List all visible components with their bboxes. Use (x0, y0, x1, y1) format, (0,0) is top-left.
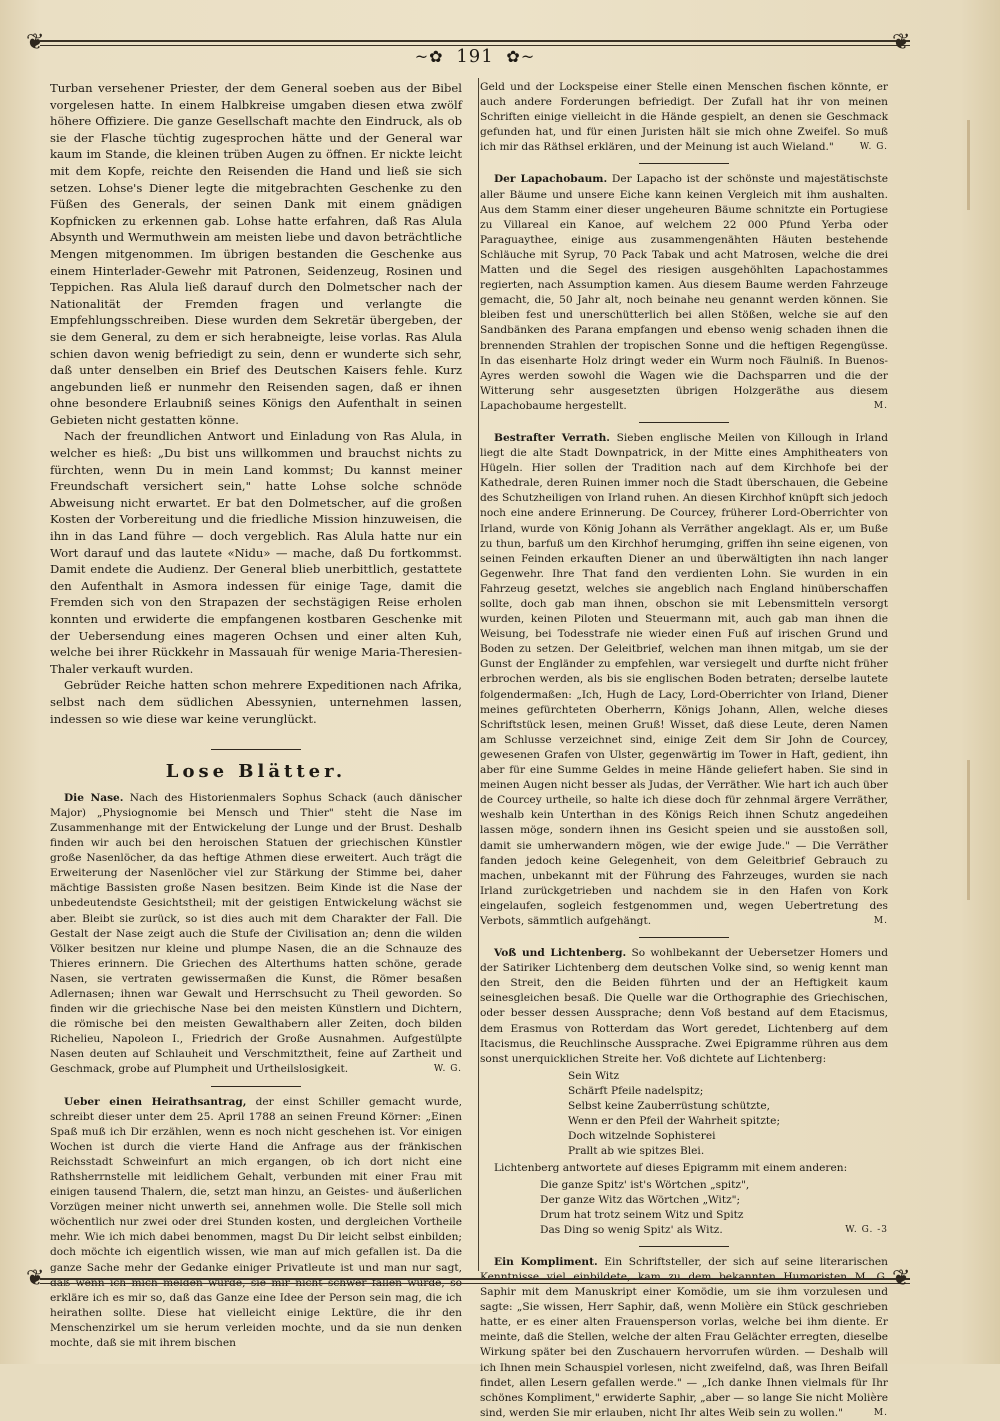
verse-line: Schärft Pfeile nadelspitz; (568, 1084, 704, 1097)
item-signature: W. G. (859, 142, 888, 153)
verse-line: Selbst keine Zauberrüstung schützte, (568, 1099, 771, 1112)
item-voss-lichtenberg (480, 946, 888, 1067)
epigram-lichtenberg (540, 1178, 888, 1238)
item-separator (639, 1246, 729, 1247)
item-lapachobaum (480, 172, 888, 414)
verse-line: Prallt ab wie spitzes Blei. (568, 1144, 705, 1157)
epigram-voss (568, 1069, 888, 1159)
article-paragraph: Gebrüder Reiche hatten schon mehrere Expeditionen nach Afrika, selbst nach dem südlichen Abessynien, unternehmen lassen, indessen so wie diese war keine verunglückt. (50, 678, 462, 726)
item-signature: M. (873, 1407, 888, 1418)
item-lead: Der Lapachobaum. (494, 173, 608, 186)
item-text: Sieben englische Meilen von Killough in Irland liegt die alte Stadt Downpatrick, in der Mitte eines Amphitheaters von Hügeln. Hier sollen der Tradition nach auf dem Kirchhofe bei der Kathedrale, deren Ruinen immer noch die Stadt überschauen, die Gebeine des Schutzheiligen von Irland ruhen. An diesen Kirchhof knüpft sich jedoch noch eine andere Erinnerung. De Courcey, früherer Lord-Oberrichter von Irland, wurde von König Johann als Verräther angeklagt. Als er, um Buße zu thun, barfuß um den Kirchhof herumging, griffen ihn seine eigenen, von seinen Feinden erkauften Diener an und überwältigten ihn nach langer Gegenwehr. Ihre That fand den verdienten Lohn. Sie wurden in ein Fahrzeug gesetzt, welches sie angeblich nach England hinüberschaffen sollte, doch gab man ihnen, obschon sie mit Lebensmitteln versorgt wurden, keinen Piloten und Steuermann mit, auch gab man ihnen die Weisung, bei Todesstrafe nie wieder einen Fuß auf irischen Grund und Boden zu setzen. Der Geleitbrief, welchen man ihnen mitgab, um sie der Gunst der Engländer zu empfehlen, war versiegelt und durfte nicht früher erbrochen werden, als bis sie englischen Boden betraten; derselbe lautete folgendermaßen: „Ich, Hugh de Lacy, Lord-Oberrichter von Irland, Diener meines gefürchteten Oberherrn, Königs Johann, Allen, welche dieses Schriftstück lesen, meinen Gruß! Wisset, daß diese Leute, deren Namen am Schlusse verzeichnet sind, einige Zeit dem Sir John de Courcey, gewesenen Grafen von Ulster, gegenwärtig im Tower in Haft, gedient, ihn aber für eine Summe Geldes in meine Hände geliefert haben. Sie sind in meinen Augen nicht besser als Judas, der Verräther. Wie hart ich auch über de Courcey urtheile, so halte ich diese doch für zehnmal ärgere Verräther, weshalb kein Unterthan in des Königs Reich ihnen Schutz angedeihen lassen möge, sondern ihnen ins Gesicht speien und sie ausstoßen soll, damit sie umherwandern mögen, wie der ewige Jude." — Die Verräther fanden jedoch keine Gelegenheit, von dem Geleitbrief Gebrauch zu machen, unbekannt mit der Führung des Fahrzeuges, wurden sie nach Irland zurückgetrieben und nachdem sie in den Hafen von Kork eingelaufen, sogleich festgenommen und, wegen Uebertretung des Verbots, sämmtlich aufgehängt. (480, 431, 888, 927)
item-lead: Ein Kompliment. (494, 1255, 598, 1268)
epigram-reply-intro: Lichtenberg antwortete auf dieses Epigramm mit einem anderen: (494, 1161, 848, 1174)
item-text: Ein Schriftsteller, der sich auf seine literarischen Kenntnisse viel einbildete, kam zu dem bekannten Humoristen M. G. Saphir mit dem Manuskript einer Komödie, um sie ihm vorzulesen und sagte: „Sie wissen, Herr Saphir, daß, wenn Molière ein Stück geschrieben hatte, er es einer alten Frauensperson vorlas, welche bei ihm diente. Er meinte, daß die Stellen, welche der alten Frau Gelächter erregten, dieselbe Wirkung später bei den Zuschauern hervorrufen würden. — Deshalb will ich Ihnen mein Schauspiel vorlesen, nicht zweifelnd, daß, was Ihren Beifall findet, allen Lesern gefallen werde." — „Ich danke Ihnen vielmals für Ihr schönes Kompliment," erwiderte Saphir, „aber — so lange Sie nicht Molière sind, werden Sie mir erlauben, nicht Ihr altes Weib sein zu wollen." (480, 1255, 888, 1419)
item-separator (639, 937, 729, 938)
page-edge-stain (967, 120, 970, 210)
item-text: der einst Schiller gemacht wurde, schreibt dieser unter dem 25. April 1788 an seinen Freund Körner: „Einen Spaß muß ich Dir erzählen, wenn es noch nicht geschehen ist. Vor einigen Wochen ist durch die vierte Hand die Anfrage aus der fränkischen Reichsstadt Schweinfurt an mich ergangen, ob ich dort nicht eine Rathsherrnstelle mit leidlichem Gehalt, verbunden mit einer Frau mit einigen tausend Thalern, die, setzt man hinzu, an Geistes- und äußerlichen Vorzügen meiner nicht unwerth sei, annehmen wolle. Die Stelle soll mich wöchentlich nur zwei oder drei Stunden kosten, und dergleichen Vortheile mehr. Wie ich mich dabei benommen, magst Du Dir leicht selbst einbilden; doch möchte ich eigentlich wissen, wie man auf mich gefallen ist. Da die ganze Sache mehr der Gedanke einiger Privatleute ist und man nur sagt, daß wenn ich mich melden würde, sie mir nicht schwer fallen würde, so erkläre ich es mir so, daß das Ganze eine Idee der Person sein mag, die ich heirathen sollte. Diese hat vielleicht einige Lektüre, die ihr den Menschenzirkel um sie herum verleiden mochte, und da sie nun denken mochte, daß sie mit ihrem bischen (50, 1095, 462, 1350)
item-lead: Voß und Lichtenberg. (494, 947, 627, 960)
column-divider (478, 78, 479, 1271)
item-bestrafter-verrath (480, 431, 888, 929)
verse-line: Der ganze Witz das Wörtchen „Witz"; (540, 1193, 741, 1206)
article-paragraph: Nach der freundlichen Antwort und Einladung von Ras Alula, in welcher es hieß: „Du bist uns willkommen und brauchst nichts zu fürchten, wenn Du in mein Land kommst; Du kannst meiner Freundschaft versichert sein," hatte Lohse solche schnöde Abweisung nicht erwartet. Er bat den Dolmetscher, auf die großen Kosten der Vorbereitung und die friedliche Mission hinzuweisen, die ihn in das Land führe — doch vergeblich. Ras Alula hatte nur ein Wort darauf und das lautete «Nidu» — mache, daß Du fortkommst. Damit endete die Audienz. Der General blieb unerbittlich, gestattete den Aufenthalt in Asmora indessen für einige Tage, damit die Fremden sich von den Strapazen der sechstägigen Reise erholen konnten und erwiderte die empfangenen kostbaren Geschenke mit der Uebersendung eines mageren Ochsen und einer alten Kuh, welche bei ihrer Rückkehr in Massauah für wenige Maria-Theresien-Thaler verkauft wurden. (50, 429, 462, 676)
item-separator (211, 1086, 301, 1087)
item-separator (639, 163, 729, 164)
item-lead: Die Nase. (64, 791, 124, 804)
item-signature: M. (873, 915, 888, 926)
item-text: Geld und der Lockspeise einer Stelle einen Menschen fischen könnte, er auch andere Forderungen befriedigt. Der Zufall hat ihr von meinen Schriften einige vielleicht in die Hände gespielt, an denen sie Geschmack gefunden hat, und für einen Juristen hält sie mich ohne Zweifel. So muß ich mir das Räthsel erklären, und der Meinung ist auch Wieland." (480, 81, 888, 154)
verse-line: Sein Witz (568, 1069, 620, 1082)
item-text: So wohlbekannt der Uebersetzer Homers und der Satiriker Lichtenberg dem deutschen Volke sind, so wenig kennt man den Streit, den die Beiden führten und der an Heftigkeit kaum seinesgleichen besaß. Die Quelle war die Orthographie des Griechischen, oder besser dessen Aussprache; denn Voß bestand auf dem Etacismus, dem Erasmus von Rotterdam das Wort geredet, Lichtenberg auf dem Itacismus, die Reuchlinsche Aussprache. Zwei Epigramme rühren aus dem sonst unerquicklichen Streite her. Voß dichtete auf Lichtenberg: (480, 947, 888, 1065)
item-heirathsantrag-continued (480, 80, 888, 155)
page-header (40, 46, 910, 67)
item-lead: Bestrafter Verrath. (494, 431, 610, 444)
corner-ornament-top-left: ❦ (26, 30, 45, 55)
item-lead: Ueber einen Heirathsantrag, (64, 1095, 247, 1108)
item-heirathsantrag (50, 1095, 462, 1352)
item-signature: M. (873, 400, 888, 411)
right-column (480, 80, 888, 1419)
section-separator (211, 749, 301, 750)
verse-line: Wenn er den Pfeil der Wahrheit spitzte; (568, 1114, 781, 1127)
verse-line: Die ganze Spitz' ist's Wörtchen „spitz", (540, 1178, 750, 1191)
corner-ornament-top-right: ❦ (892, 30, 911, 55)
section-title: Lose Blätter. (165, 761, 347, 783)
page-number: 191 (456, 46, 494, 67)
corner-ornament-bottom-right: ❦ (892, 1266, 911, 1291)
verse-line: Drum hat trotz seinem Witz und Spitz (540, 1208, 744, 1221)
item-nase (50, 791, 462, 1078)
header-swash-right: ✿~ (506, 47, 536, 66)
article-paragraph: Turban versehener Priester, der dem General soeben aus der Bibel vorgelesen hatte. In einem Halbkreise umgaben diesen etwa zwölf höhere Offiziere. Die ganze Gesellschaft machte den Eindruck, als ob sie der Flasche tüchtig zugesprochen hätte und der General war kaum im Stande, die kleinen trüben Augen zu öffnen. Er nickte leicht mit dem Kopfe, reichte den Reisenden die Hand und ließ sie sich setzen. Lohse's Diener legte die mitgebrachten Geschenke zu den Füßen des Generals, der seinen Dank mit einem gnädigen Kopfnicken zu erkennen gab. Lohse hatte erfahren, daß Ras Alula Absynth und Wermuthwein am meisten liebe und davon beträchtliche Mengen mitgenommen. Im übrigen bestanden die Geschenke aus einem Hinterlader-Gewehr mit Patronen, Seidenzeug, Rosinen und Teppichen. Ras Alula ließ darauf durch den Dolmetscher nach der Nationalität der Fremden fragen und verlangte die Empfehlungsschreiben. Diese wurden dem Sekretär übergeben, der sie dem General, zu dem er sich herabneigte, leise vorlas. Ras Alula schien davon wenig befriedigt zu sein, denn er wunderte sich sehr, daß unter denselben ein Brief des Deutschen Kaisers fehle. Kurz angebunden ließ er nunmehr den Reisenden sagen, daß er ihnen ohne besondere Erlaubniß seines Königs den Aufenthalt in seinen Gebieten nicht gestatten könne. (50, 81, 462, 427)
header-swash-left: ~✿ (414, 47, 444, 66)
left-column (50, 80, 462, 1350)
page-edge-stain (967, 760, 970, 900)
item-separator (639, 422, 729, 423)
bottom-border-rule (40, 1278, 910, 1284)
item-signature: W. G. -3 (845, 1224, 888, 1235)
verse-line: Das Ding so wenig Spitz' als Witz. W. G. -3 (540, 1223, 888, 1236)
item-text: Der Lapacho ist der schönste und majestätischste aller Bäume und unsere Eiche kann keinen Vergleich mit ihm aushalten. Aus dem Stamm einer dieser ungeheuren Bäume schnitzte ein Portugiese zu Villareal ein Kanoe, auf welchem 22 000 Pfund Yerba oder Paraguaythee, einige aus zusammengenähten Häuten bestehende Schläuche mit Syrup, 70 Pack Tabak und acht Matrosen, welche die drei Matten und die Segel des riesigen ausgehöhlten Lapachostammes regierten, nach Assumption kamen. Aus diesem Baume werden Fahrzeuge gemacht, die, 50 Jahr alt, noch beinahe neu genannt werden können. Sie bleiben fest und unerschütterlich bei allen Stößen, welche sie auf den Sandbänken des Parana empfangen und ebenso wenig schaden ihnen die brennenden Strahlen der tropischen Sonne und die heftigen Regengüsse. In das eisenharte Holz dringt weder ein Wurm noch Fäulniß. In Buenos-Ayres werden sowohl die Wagen wie die Dachsparren und die der Witterung sehr ausgesetzten übrigen Holzgeräthe aus diesem Lapachobaume hergestellt. (480, 173, 888, 412)
item-signature: W. G. (433, 1064, 462, 1075)
item-text: Nach des Historienmalers Sophus Schack (auch dänischer Major) „Physiognomie bei Mensch und Thier" steht die Nase im Zusammenhange mit der Entwickelung der Lunge und der Brust. Deshalb finden wir auch bei den heroischen Statuen der griechischen Künstler große Nasenlöcher, da das heftige Athmen diese erweitert. Auch trägt die Erweiterung der Nasenlöcher viel zur Stärkung der Stimme bei, daher mächtige Bassisten große Nasen besitzen. Beim Kinde ist die Nase der unbedeutendste Gesichtstheil; mit der geistigen Entwickelung wächst sie aber. Bleibt sie zurück, so ist dies auch mit dem Charakter der Fall. Die Gestalt der Nase zeigt auch die Stufe der Civilisation an; denn die wilden Völker besitzen nur kleine und plumpe Nasen, die an die Schnauze des Thieres erinnern. Die Griechen des Alterthums hatten schöne, gerade Nasen, sie vertraten gewissermaßen die Kunst, die Römer besaßen Adlernasen; ihnen war Gewalt und Herrschsucht zu Theil geworden. So finden wir die griechische Nase bei den meisten Künstlern und Dichtern, die römische bei den meisten Gewalthabern aller Zeiten, doch bilden Richelieu, Napoleon I., Friedrich der Große Ausnahmen. Aufgestülpte Nasen deuten auf Schlauheit und Verschmitztheit, feine auf Zartheit und Geschmack, grobe auf Plumpheit und Urtheilslosigkeit. (50, 791, 462, 1076)
corner-ornament-bottom-left: ❦ (26, 1266, 45, 1291)
verse-line: Doch witzelnde Sophisterei (568, 1129, 716, 1142)
